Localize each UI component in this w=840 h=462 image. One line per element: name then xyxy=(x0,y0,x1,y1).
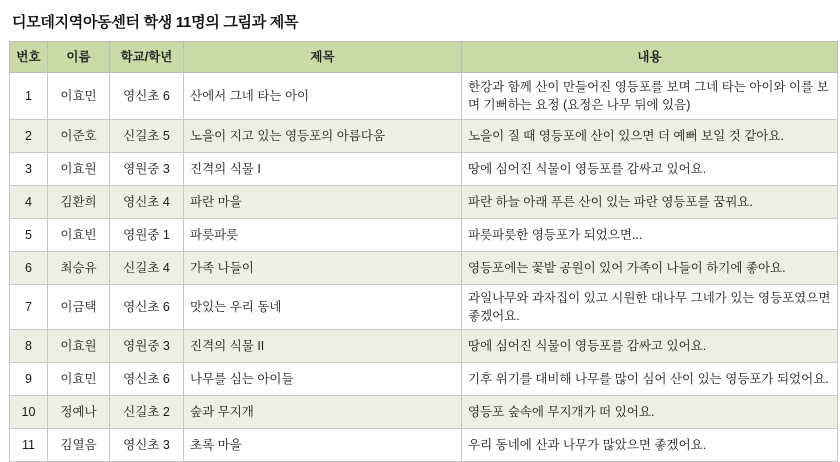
table-row xyxy=(10,285,838,330)
cell-school: 영원중 1 xyxy=(110,219,184,252)
cell-title: 진격의 식물 I xyxy=(184,153,462,186)
table-row xyxy=(10,330,838,363)
cell-desc: 기후 위기를 대비해 나무를 많이 심어 산이 있는 영등포가 되었어요. xyxy=(462,363,838,396)
cell-desc: 우리 동네에 산과 나무가 많았으면 좋겠어요. xyxy=(462,429,838,462)
cell-no: 4 xyxy=(10,186,48,219)
cell-school: 영신초 6 xyxy=(110,73,184,120)
cell-name: 이효민 xyxy=(48,73,110,120)
cell-desc: 영등포 숲속에 무지개가 떠 있어요. xyxy=(462,396,838,429)
table-row xyxy=(10,153,838,186)
table-row xyxy=(10,252,838,285)
table-row xyxy=(10,186,838,219)
cell-no: 2 xyxy=(10,120,48,153)
table-header-row xyxy=(10,42,838,73)
table-row xyxy=(10,363,838,396)
cell-title: 초록 마을 xyxy=(184,429,462,462)
column-header-title: 제목 xyxy=(184,42,462,73)
cell-desc: 과일나무와 과자집이 있고 시원한 대나무 그네가 있는 영등포였으면 좋겠어요. xyxy=(462,285,838,330)
cell-school: 영신초 6 xyxy=(110,363,184,396)
column-header-name: 이름 xyxy=(48,42,110,73)
cell-school: 영신초 6 xyxy=(110,285,184,330)
column-header-school: 학교/학년 xyxy=(110,42,184,73)
table-row xyxy=(10,120,838,153)
cell-title: 진격의 식물 II xyxy=(184,330,462,363)
cell-name: 이효빈 xyxy=(48,219,110,252)
cell-no: 11 xyxy=(10,429,48,462)
cell-title: 맛있는 우리 동네 xyxy=(184,285,462,330)
cell-desc: 파란 하늘 아래 푸른 산이 있는 파란 영등포를 꿈꿔요. xyxy=(462,186,838,219)
cell-no: 6 xyxy=(10,252,48,285)
cell-no: 8 xyxy=(10,330,48,363)
cell-title: 파란 마을 xyxy=(184,186,462,219)
cell-no: 5 xyxy=(10,219,48,252)
cell-title: 숲과 무지개 xyxy=(184,396,462,429)
cell-desc: 파릇파릇한 영등포가 되었으면... xyxy=(462,219,838,252)
cell-title: 노을이 지고 있는 영등포의 아름다움 xyxy=(184,120,462,153)
cell-no: 7 xyxy=(10,285,48,330)
table-header xyxy=(10,42,838,73)
cell-no: 3 xyxy=(10,153,48,186)
cell-name: 이효원 xyxy=(48,153,110,186)
page-title: 디모데지역아동센터 학생 11명의 그림과 제목 xyxy=(12,14,299,31)
cell-desc: 노을이 질 때 영등포에 산이 있으면 더 예뻐 보일 것 같아요. xyxy=(462,120,838,153)
cell-school: 신길초 2 xyxy=(110,396,184,429)
cell-desc: 땅에 심어진 식물이 영등포를 감싸고 있어요. xyxy=(462,330,838,363)
table-row xyxy=(10,73,838,120)
column-header-no: 번호 xyxy=(10,42,48,73)
cell-title: 가족 나들이 xyxy=(184,252,462,285)
cell-title: 산에서 그네 타는 아이 xyxy=(184,73,462,120)
cell-desc: 영등포에는 꽃밭 공원이 있어 가족이 나들이 하기에 좋아요. xyxy=(462,252,838,285)
cell-no: 1 xyxy=(10,73,48,120)
cell-no: 9 xyxy=(10,363,48,396)
cell-name: 김환희 xyxy=(48,186,110,219)
cell-name: 이금택 xyxy=(48,285,110,330)
student-artwork-table xyxy=(9,41,838,462)
cell-school: 영신초 4 xyxy=(110,186,184,219)
cell-title: 나무를 심는 아이들 xyxy=(184,363,462,396)
cell-school: 신길초 4 xyxy=(110,252,184,285)
cell-school: 신길초 5 xyxy=(110,120,184,153)
cell-desc: 한강과 함께 산이 만들어진 영등포를 보며 그네 타는 아이와 이를 보며 기뻐하는 요정 (요정은 나무 뒤에 있음) xyxy=(462,73,838,120)
column-header-desc: 내용 xyxy=(462,42,838,73)
table-row xyxy=(10,219,838,252)
table-row xyxy=(10,429,838,462)
cell-name: 최승유 xyxy=(48,252,110,285)
cell-name: 이준호 xyxy=(48,120,110,153)
cell-name: 이효민 xyxy=(48,363,110,396)
cell-school: 영원중 3 xyxy=(110,153,184,186)
cell-no: 10 xyxy=(10,396,48,429)
cell-title: 파릇파릇 xyxy=(184,219,462,252)
cell-name: 정예나 xyxy=(48,396,110,429)
cell-school: 영신초 3 xyxy=(110,429,184,462)
table-body xyxy=(10,73,838,462)
cell-name: 이효원 xyxy=(48,330,110,363)
cell-name: 김열음 xyxy=(48,429,110,462)
cell-school: 영원중 3 xyxy=(110,330,184,363)
cell-desc: 땅에 심어진 식물이 영등포를 감싸고 있어요. xyxy=(462,153,838,186)
